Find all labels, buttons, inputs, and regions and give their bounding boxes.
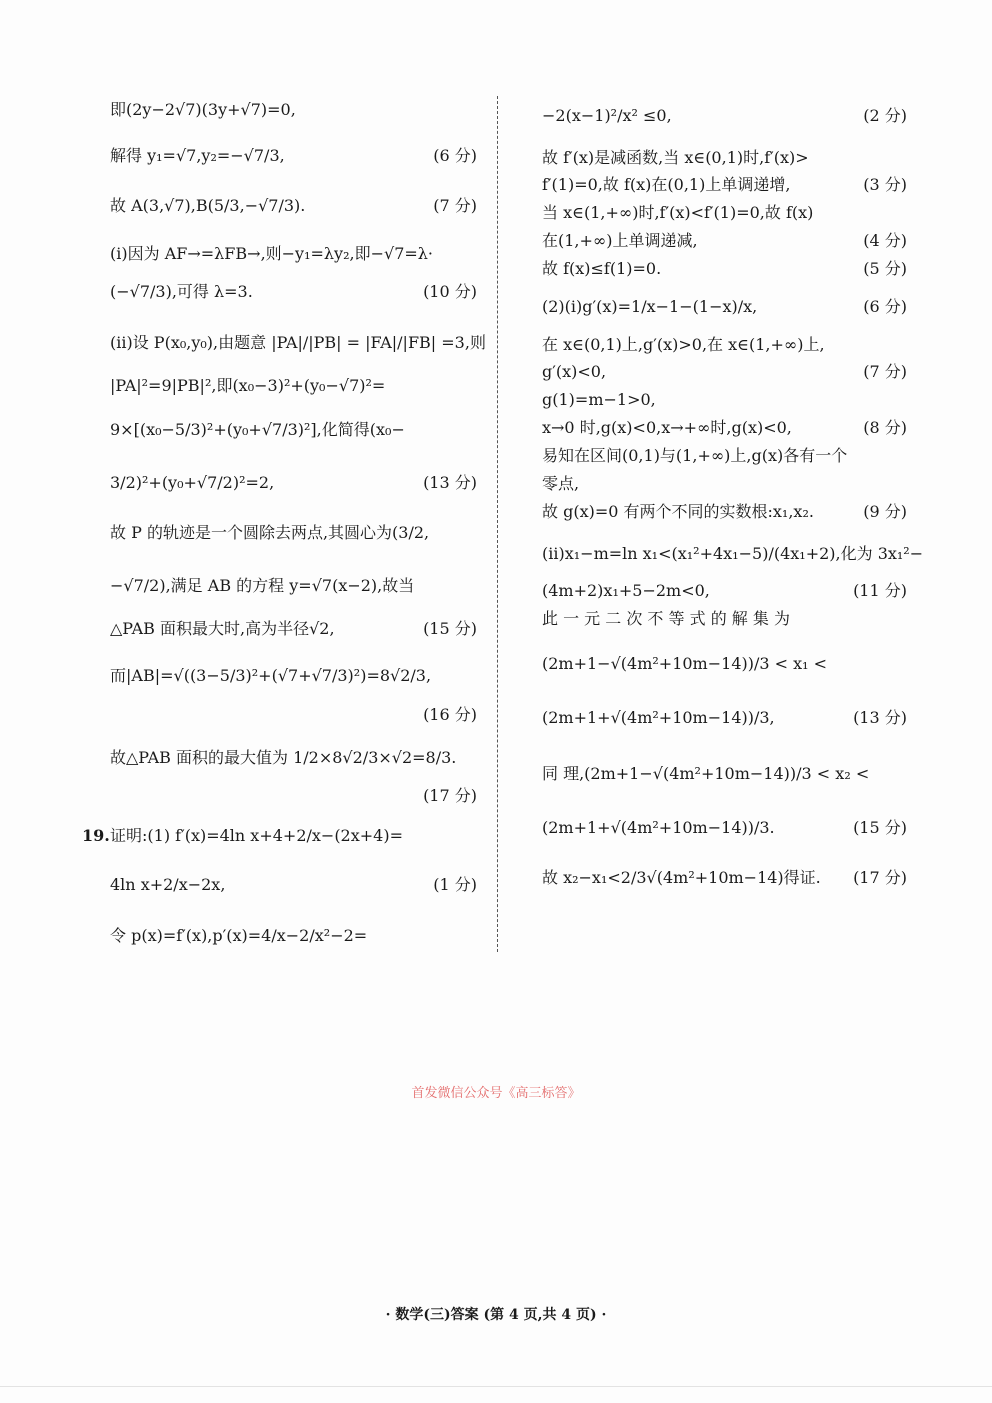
solution-line: 此 一 元 二 次 不 等 式 的 解 集 为 [542, 609, 790, 628]
solution-line: △PAB 面积最大时,高为半径√2, [110, 619, 335, 638]
solution-line: −2(x−1)²/x² ≤0, [542, 106, 672, 125]
score-label: (15 分) [853, 818, 907, 837]
solution-line: 4ln x+2/x−2x, [110, 875, 226, 894]
score-label: (3 分) [863, 175, 907, 194]
solution-line: 3/2)²+(y₀+√7/2)²=2, [110, 473, 275, 492]
score-label: (10 分) [423, 282, 477, 301]
score-label: (17 分) [853, 868, 907, 887]
bottom-rule [0, 1386, 992, 1387]
solution-line: 即(2y−2√7)(3y+√7)=0, [110, 100, 296, 119]
score-label: (6 分) [863, 297, 907, 316]
page-footer: · 数学(三)答案 (第 4 页,共 4 页) · [385, 1307, 607, 1323]
solution-line: 故 x₂−x₁<2/3√(4m²+10m−14)得证. [542, 868, 821, 887]
solution-line: (2m+1−√(4m²+10m−14))/3 < x₁ < [542, 654, 828, 673]
solution-line: 故△PAB 面积的最大值为 1/2×8√2/3×√2=8/3. [110, 748, 457, 767]
score-label: (13 分) [853, 708, 907, 727]
score-label: (17 分) [423, 786, 477, 805]
solution-line: 故 f(x)≤f(1)=0. [542, 259, 662, 278]
solution-line: x→0 时,g(x)<0,x→+∞时,g(x)<0, [542, 418, 792, 437]
solution-line: 当 x∈(1,+∞)时,f′(x)<f′(1)=0,故 f(x) [542, 203, 814, 222]
question-number: 19. [82, 826, 110, 845]
column-divider [497, 96, 498, 952]
score-label: (7 分) [863, 362, 907, 381]
score-label: (5 分) [863, 259, 907, 278]
solution-line: (ⅱ)设 P(x₀,y₀),由题意 |PA|/|PB| = |FA|/|FB| =3,则 [110, 333, 486, 352]
solution-line: (ⅱ)x₁−m=ln x₁<(x₁²+4x₁−5)/(4x₁+2),化为 3x₁²− [542, 544, 924, 563]
score-label: (11 分) [853, 581, 907, 600]
solution-line: (2)(ⅰ)g′(x)=1/x−1−(1−x)/x, [542, 297, 758, 316]
solution-line: (−√7/3),可得 λ=3. [110, 282, 253, 301]
solution-line: 而|AB|=√((3−5/3)²+(√7+√7/3)²)=8√2/3, [110, 666, 432, 685]
solution-line: 在 x∈(0,1)上,g′(x)>0,在 x∈(1,+∞)上, [542, 335, 825, 354]
solution-line: 在(1,+∞)上单调递减, [542, 231, 698, 250]
solution-line: |PA|²=9|PB|²,即(x₀−3)²+(y₀−√7)²= [110, 376, 386, 395]
solution-line: 零点, [542, 474, 580, 493]
score-label: (16 分) [423, 705, 477, 724]
watermark: 首发微信公众号《高三标答》 [411, 1086, 581, 1101]
solution-line: g′(x)<0, [542, 362, 607, 381]
solution-line: 易知在区间(0,1)与(1,+∞)上,g(x)各有一个 [542, 446, 848, 465]
solution-line: 令 p(x)=f′(x),p′(x)=4/x−2/x²−2= [110, 926, 368, 945]
solution-line: 同 理,(2m+1−√(4m²+10m−14))/3 < x₂ < [542, 764, 870, 783]
solution-line: −√7/2),满足 AB 的方程 y=√7(x−2),故当 [110, 576, 415, 595]
score-label: (2 分) [863, 106, 907, 125]
solution-line: 故 P 的轨迹是一个圆除去两点,其圆心为(3/2, [110, 523, 430, 542]
score-label: (13 分) [423, 473, 477, 492]
solution-line: 证明:(1) f′(x)=4ln x+4+2/x−(2x+4)= [110, 826, 403, 845]
solution-line: 故 A(3,√7),B(5/3,−√7/3). [110, 196, 306, 215]
solution-line: 故 g(x)=0 有两个不同的实数根:x₁,x₂. [542, 502, 814, 521]
solution-line: f′(1)=0,故 f(x)在(0,1)上单调递增, [542, 175, 791, 194]
score-label: (8 分) [863, 418, 907, 437]
solution-line: (2m+1+√(4m²+10m−14))/3. [542, 818, 775, 837]
score-label: (15 分) [423, 619, 477, 638]
score-label: (7 分) [433, 196, 477, 215]
score-label: (6 分) [433, 146, 477, 165]
solution-line: 9×[(x₀−5/3)²+(y₀+√7/3)²],化简得(x₀− [110, 420, 405, 439]
solution-line: 解得 y₁=√7,y₂=−√7/3, [110, 146, 285, 165]
score-label: (1 分) [433, 875, 477, 894]
solution-line: (ⅰ)因为 AF→=λFB→,则−y₁=λy₂,即−√7=λ· [110, 244, 434, 263]
score-label: (9 分) [863, 502, 907, 521]
solution-line: (2m+1+√(4m²+10m−14))/3, [542, 708, 775, 727]
solution-line: (4m+2)x₁+5−2m<0, [542, 581, 710, 600]
score-label: (4 分) [863, 231, 907, 250]
solution-line: g(1)=m−1>0, [542, 390, 656, 409]
solution-line: 故 f′(x)是减函数,当 x∈(0,1)时,f′(x)> [542, 148, 809, 167]
